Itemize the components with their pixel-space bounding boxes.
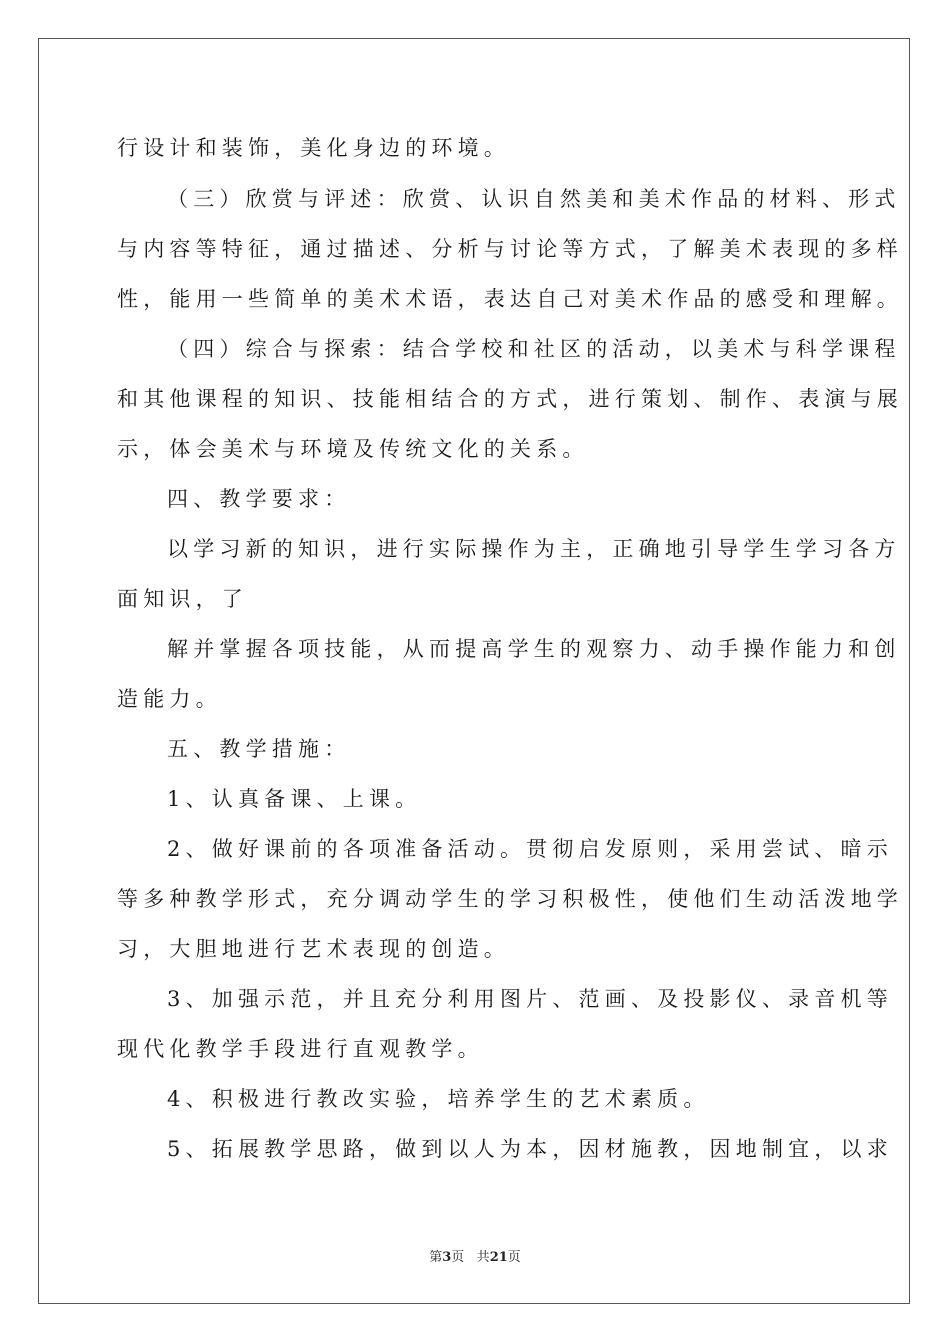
- page-border: [38, 38, 910, 1304]
- paragraph-line: 面知识，了: [117, 587, 248, 611]
- paragraph-line: （三）欣赏与评述：欣赏、认识自然美和美术作品的材料、形式: [167, 187, 901, 211]
- paragraph-line: 性，能用一些简单的美术术语，表达自己对美术作品的感受和理解。: [117, 287, 903, 311]
- paragraph-line: 等多种教学形式，充分调动学生的学习积极性，使他们生动活泼地学: [117, 887, 903, 911]
- section-heading: 四、教学要求：: [167, 487, 351, 511]
- footer-page-unit: 页: [451, 1250, 465, 1265]
- footer-total-prefix: 共: [476, 1250, 490, 1265]
- page-footer: [0, 1246, 950, 1265]
- paragraph-line: 解并掌握各项技能，从而提高学生的观察力、动手操作能力和创: [167, 637, 901, 661]
- list-item: 5、拓展教学思路，做到以人为本，因材施教，因地制宜，以求: [167, 1137, 893, 1161]
- section-heading: 五、教学措施：: [167, 737, 351, 761]
- paragraph-line: 和其他课程的知识、技能相结合的方式，进行策划、制作、表演与展: [117, 387, 903, 411]
- list-item: 1、认真备课、上课。: [167, 787, 422, 811]
- paragraph-line: 习，大胆地进行艺术表现的创造。: [117, 937, 510, 961]
- paragraph-line: 以学习新的知识，进行实际操作为主，正确地引导学生学习各方: [167, 537, 901, 561]
- paragraph-line: 示，体会美术与环境及传统文化的关系。: [117, 437, 589, 461]
- footer-total-unit: 页: [507, 1250, 521, 1265]
- list-item: 2、做好课前的各项准备活动。贯彻启发原则，采用尝试、暗示: [167, 837, 893, 861]
- paragraph-line: 现代化教学手段进行直观教学。: [117, 1037, 484, 1061]
- paragraph-line: 行设计和装饰，美化身边的环境。: [117, 136, 510, 160]
- paragraph-line: 与内容等特征，通过描述、分析与讨论等方式，了解美术表现的多样: [117, 237, 903, 261]
- list-item: 4、积极进行教改实验，培养学生的艺术素质。: [167, 1087, 710, 1111]
- paragraph-line: 造能力。: [117, 687, 222, 711]
- footer-prefix: 第: [429, 1250, 443, 1265]
- total-pages-number: 21: [489, 1250, 508, 1265]
- list-item: 3、加强示范，并且充分利用图片、范画、及投影仪、录音机等: [167, 987, 893, 1011]
- current-page-number: 3: [442, 1250, 452, 1265]
- paragraph-line: （四）综合与探索：结合学校和社区的活动，以美术与科学课程: [167, 337, 901, 361]
